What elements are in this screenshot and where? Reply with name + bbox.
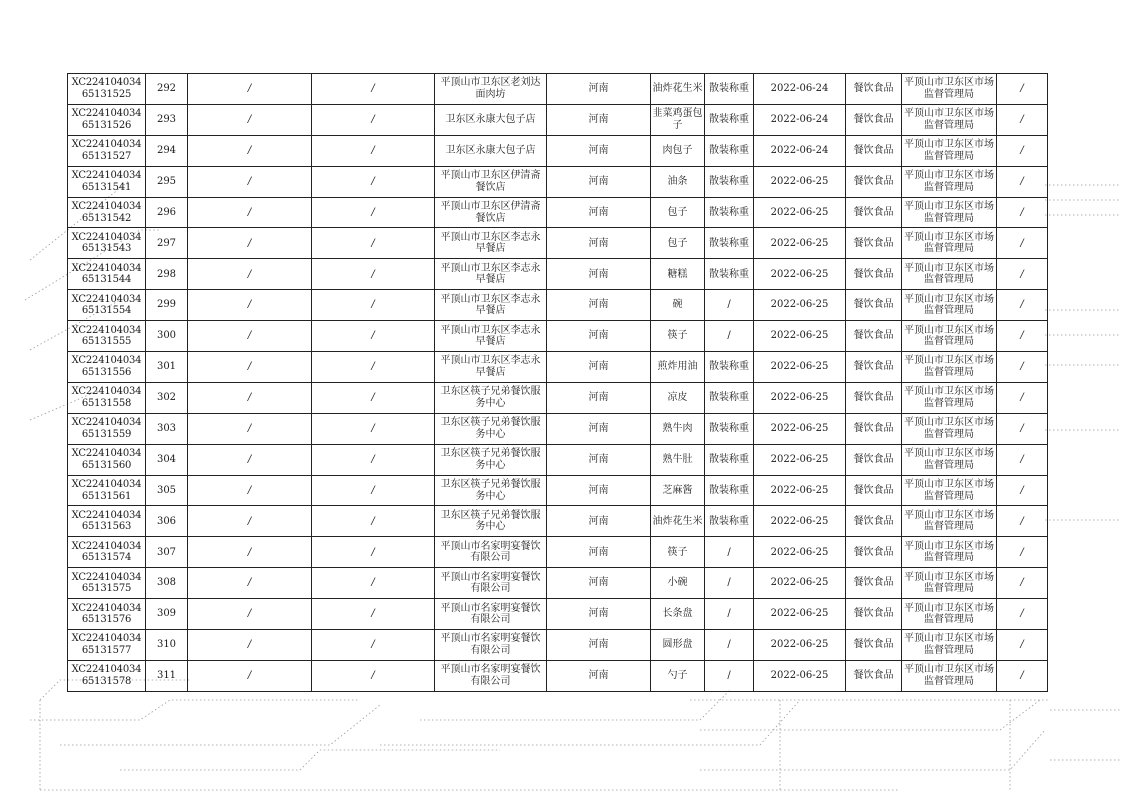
manufacturer-name-cell: / (188, 568, 312, 599)
table-row (68, 321, 1048, 352)
sampled-unit-cell: 卫东区筷子兄弟餐饮服务中心 (435, 444, 547, 475)
province-cell: 河南 (547, 413, 651, 444)
date-cell: 2022-06-25 (754, 475, 846, 506)
sampled-unit-cell: 卫东区筷子兄弟餐饮服务中心 (435, 382, 547, 413)
product-name-cell: 熟牛肉 (651, 413, 705, 444)
sampled-unit-cell: 平顶山市卫东区老刘达面肉坊 (435, 74, 547, 105)
manufacturer-name-cell: / (188, 630, 312, 661)
remark-cell: / (997, 321, 1048, 352)
date-cell: 2022-06-25 (754, 321, 846, 352)
manufacturer-address-cell: / (312, 506, 435, 537)
date-cell: 2022-06-25 (754, 568, 846, 599)
province-cell: 河南 (547, 290, 651, 321)
inspection-results-table (67, 73, 1048, 692)
sampled-unit-cell: 卫东区筷子兄弟餐饮服务中心 (435, 475, 547, 506)
sampled-unit-cell: 平顶山市卫东区李志永早餐店 (435, 228, 547, 259)
manufacturer-name-cell: / (188, 166, 312, 197)
sampled-unit-cell: 卫东区永康大包子店 (435, 104, 547, 135)
manufacturer-address-cell: / (312, 290, 435, 321)
sample-id-cell: XC22410403465131558 (68, 382, 146, 413)
manufacturer-address-cell: / (312, 413, 435, 444)
province-cell: 河南 (547, 74, 651, 105)
agency-cell: 平顶山市卫东区市场监督管理局 (902, 599, 997, 630)
sample-id-cell: XC22410403465131563 (68, 506, 146, 537)
sampled-unit-cell: 平顶山市名家明宴餐饮有限公司 (435, 568, 547, 599)
table-row (68, 197, 1048, 228)
remark-cell: / (997, 568, 1048, 599)
serial-number-cell: 292 (146, 74, 188, 105)
food-category-cell: 餐饮食品 (846, 599, 902, 630)
sampled-unit-cell: 平顶山市卫东区李志永早餐店 (435, 321, 547, 352)
sampled-unit-cell: 平顶山市卫东区李志永早餐店 (435, 290, 547, 321)
remark-cell: / (997, 475, 1048, 506)
manufacturer-address-cell: / (312, 568, 435, 599)
manufacturer-name-cell: / (188, 135, 312, 166)
manufacturer-address-cell: / (312, 197, 435, 228)
manufacturer-name-cell: / (188, 259, 312, 290)
table-row (68, 568, 1048, 599)
specification-cell: 散装称重 (705, 352, 754, 383)
date-cell: 2022-06-25 (754, 228, 846, 259)
food-category-cell: 餐饮食品 (846, 321, 902, 352)
manufacturer-name-cell: / (188, 506, 312, 537)
sampled-unit-cell: 平顶山市名家明宴餐饮有限公司 (435, 660, 547, 691)
province-cell: 河南 (547, 599, 651, 630)
remark-cell: / (997, 444, 1048, 475)
table-row (68, 228, 1048, 259)
sampled-unit-cell: 平顶山市名家明宴餐饮有限公司 (435, 599, 547, 630)
table-row (68, 352, 1048, 383)
date-cell: 2022-06-25 (754, 197, 846, 228)
serial-number-cell: 297 (146, 228, 188, 259)
food-category-cell: 餐饮食品 (846, 352, 902, 383)
sampled-unit-cell: 平顶山市卫东区伊清斋餐饮店 (435, 197, 547, 228)
food-category-cell: 餐饮食品 (846, 475, 902, 506)
manufacturer-address-cell: / (312, 135, 435, 166)
table-row (68, 74, 1048, 105)
date-cell: 2022-06-25 (754, 290, 846, 321)
table-row (68, 259, 1048, 290)
agency-cell: 平顶山市卫东区市场监督管理局 (902, 228, 997, 259)
sample-id-cell: XC22410403465131559 (68, 413, 146, 444)
product-name-cell: 油条 (651, 166, 705, 197)
specification-cell: / (705, 537, 754, 568)
manufacturer-name-cell: / (188, 290, 312, 321)
date-cell: 2022-06-25 (754, 630, 846, 661)
manufacturer-name-cell: / (188, 660, 312, 691)
food-category-cell: 餐饮食品 (846, 259, 902, 290)
product-name-cell: 圆形盘 (651, 630, 705, 661)
manufacturer-address-cell: / (312, 382, 435, 413)
agency-cell: 平顶山市卫东区市场监督管理局 (902, 568, 997, 599)
manufacturer-address-cell: / (312, 74, 435, 105)
sample-id-cell: XC22410403465131577 (68, 630, 146, 661)
agency-cell: 平顶山市卫东区市场监督管理局 (902, 475, 997, 506)
date-cell: 2022-06-25 (754, 166, 846, 197)
serial-number-cell: 311 (146, 660, 188, 691)
table-row (68, 506, 1048, 537)
sampled-unit-cell: 卫东区筷子兄弟餐饮服务中心 (435, 506, 547, 537)
manufacturer-address-cell: / (312, 228, 435, 259)
food-category-cell: 餐饮食品 (846, 568, 902, 599)
remark-cell: / (997, 135, 1048, 166)
food-category-cell: 餐饮食品 (846, 104, 902, 135)
manufacturer-name-cell: / (188, 228, 312, 259)
province-cell: 河南 (547, 352, 651, 383)
date-cell: 2022-06-25 (754, 413, 846, 444)
agency-cell: 平顶山市卫东区市场监督管理局 (902, 506, 997, 537)
remark-cell: / (997, 259, 1048, 290)
specification-cell: 散装称重 (705, 166, 754, 197)
sample-id-cell: XC22410403465131554 (68, 290, 146, 321)
serial-number-cell: 300 (146, 321, 188, 352)
food-category-cell: 餐饮食品 (846, 537, 902, 568)
province-cell: 河南 (547, 630, 651, 661)
serial-number-cell: 295 (146, 166, 188, 197)
manufacturer-name-cell: / (188, 413, 312, 444)
sampled-unit-cell: 平顶山市卫东区李志永早餐店 (435, 352, 547, 383)
manufacturer-address-cell: / (312, 444, 435, 475)
agency-cell: 平顶山市卫东区市场监督管理局 (902, 537, 997, 568)
specification-cell: / (705, 660, 754, 691)
agency-cell: 平顶山市卫东区市场监督管理局 (902, 259, 997, 290)
sampled-unit-cell: 平顶山市名家明宴餐饮有限公司 (435, 537, 547, 568)
sample-id-cell: XC22410403465131525 (68, 74, 146, 105)
table-row (68, 537, 1048, 568)
product-name-cell: 碗 (651, 290, 705, 321)
specification-cell: 散装称重 (705, 444, 754, 475)
food-category-cell: 餐饮食品 (846, 197, 902, 228)
food-category-cell: 餐饮食品 (846, 413, 902, 444)
manufacturer-name-cell: / (188, 352, 312, 383)
date-cell: 2022-06-25 (754, 352, 846, 383)
product-name-cell: 小碗 (651, 568, 705, 599)
specification-cell: 散装称重 (705, 74, 754, 105)
agency-cell: 平顶山市卫东区市场监督管理局 (902, 444, 997, 475)
table-row (68, 290, 1048, 321)
sample-id-cell: XC22410403465131527 (68, 135, 146, 166)
manufacturer-name-cell: / (188, 475, 312, 506)
manufacturer-address-cell: / (312, 321, 435, 352)
sampled-unit-cell: 平顶山市卫东区伊清斋餐饮店 (435, 166, 547, 197)
agency-cell: 平顶山市卫东区市场监督管理局 (902, 413, 997, 444)
specification-cell: 散装称重 (705, 413, 754, 444)
remark-cell: / (997, 352, 1048, 383)
manufacturer-address-cell: / (312, 660, 435, 691)
specification-cell: / (705, 630, 754, 661)
manufacturer-name-cell: / (188, 74, 312, 105)
food-category-cell: 餐饮食品 (846, 74, 902, 105)
product-name-cell: 糖糕 (651, 259, 705, 290)
date-cell: 2022-06-24 (754, 135, 846, 166)
serial-number-cell: 294 (146, 135, 188, 166)
product-name-cell: 熟牛肚 (651, 444, 705, 475)
product-name-cell: 肉包子 (651, 135, 705, 166)
manufacturer-name-cell: / (188, 537, 312, 568)
sample-id-cell: XC22410403465131576 (68, 599, 146, 630)
food-category-cell: 餐饮食品 (846, 506, 902, 537)
manufacturer-name-cell: / (188, 382, 312, 413)
date-cell: 2022-06-25 (754, 660, 846, 691)
remark-cell: / (997, 506, 1048, 537)
manufacturer-name-cell: / (188, 104, 312, 135)
province-cell: 河南 (547, 506, 651, 537)
specification-cell: 散装称重 (705, 382, 754, 413)
province-cell: 河南 (547, 475, 651, 506)
remark-cell: / (997, 290, 1048, 321)
manufacturer-name-cell: / (188, 599, 312, 630)
province-cell: 河南 (547, 568, 651, 599)
serial-number-cell: 310 (146, 630, 188, 661)
province-cell: 河南 (547, 228, 651, 259)
sample-id-cell: XC22410403465131578 (68, 660, 146, 691)
serial-number-cell: 309 (146, 599, 188, 630)
sampled-unit-cell: 平顶山市名家明宴餐饮有限公司 (435, 630, 547, 661)
product-name-cell: 油炸花生米 (651, 506, 705, 537)
serial-number-cell: 307 (146, 537, 188, 568)
province-cell: 河南 (547, 104, 651, 135)
agency-cell: 平顶山市卫东区市场监督管理局 (902, 630, 997, 661)
remark-cell: / (997, 197, 1048, 228)
specification-cell: 散装称重 (705, 104, 754, 135)
product-name-cell: 筷子 (651, 321, 705, 352)
table-row (68, 475, 1048, 506)
province-cell: 河南 (547, 197, 651, 228)
food-category-cell: 餐饮食品 (846, 630, 902, 661)
table-row (68, 104, 1048, 135)
date-cell: 2022-06-25 (754, 259, 846, 290)
product-name-cell: 勺子 (651, 660, 705, 691)
table-row (68, 599, 1048, 630)
date-cell: 2022-06-25 (754, 444, 846, 475)
agency-cell: 平顶山市卫东区市场监督管理局 (902, 74, 997, 105)
serial-number-cell: 299 (146, 290, 188, 321)
agency-cell: 平顶山市卫东区市场监督管理局 (902, 104, 997, 135)
manufacturer-name-cell: / (188, 321, 312, 352)
province-cell: 河南 (547, 382, 651, 413)
manufacturer-address-cell: / (312, 630, 435, 661)
date-cell: 2022-06-25 (754, 382, 846, 413)
product-name-cell: 包子 (651, 228, 705, 259)
province-cell: 河南 (547, 537, 651, 568)
manufacturer-name-cell: / (188, 444, 312, 475)
product-name-cell: 长条盘 (651, 599, 705, 630)
food-category-cell: 餐饮食品 (846, 290, 902, 321)
specification-cell: / (705, 290, 754, 321)
specification-cell: / (705, 599, 754, 630)
remark-cell: / (997, 382, 1048, 413)
sample-id-cell: XC22410403465131574 (68, 537, 146, 568)
table-body (68, 74, 1048, 692)
product-name-cell: 韭菜鸡蛋包子 (651, 104, 705, 135)
province-cell: 河南 (547, 321, 651, 352)
serial-number-cell: 304 (146, 444, 188, 475)
sample-id-cell: XC22410403465131544 (68, 259, 146, 290)
date-cell: 2022-06-25 (754, 599, 846, 630)
serial-number-cell: 302 (146, 382, 188, 413)
sample-id-cell: XC22410403465131555 (68, 321, 146, 352)
product-name-cell: 凉皮 (651, 382, 705, 413)
province-cell: 河南 (547, 444, 651, 475)
manufacturer-address-cell: / (312, 352, 435, 383)
food-category-cell: 餐饮食品 (846, 228, 902, 259)
sample-id-cell: XC22410403465131541 (68, 166, 146, 197)
serial-number-cell: 308 (146, 568, 188, 599)
sample-id-cell: XC22410403465131560 (68, 444, 146, 475)
food-category-cell: 餐饮食品 (846, 166, 902, 197)
sample-id-cell: XC22410403465131575 (68, 568, 146, 599)
specification-cell: 散装称重 (705, 135, 754, 166)
manufacturer-address-cell: / (312, 259, 435, 290)
sample-id-cell: XC22410403465131526 (68, 104, 146, 135)
table-row (68, 444, 1048, 475)
manufacturer-name-cell: / (188, 197, 312, 228)
remark-cell: / (997, 537, 1048, 568)
province-cell: 河南 (547, 135, 651, 166)
table-row (68, 630, 1048, 661)
sample-id-cell: XC22410403465131542 (68, 197, 146, 228)
specification-cell: 散装称重 (705, 228, 754, 259)
province-cell: 河南 (547, 660, 651, 691)
product-name-cell: 油炸花生米 (651, 74, 705, 105)
table-row (68, 166, 1048, 197)
agency-cell: 平顶山市卫东区市场监督管理局 (902, 197, 997, 228)
sampled-unit-cell: 卫东区筷子兄弟餐饮服务中心 (435, 413, 547, 444)
remark-cell: / (997, 228, 1048, 259)
table-row (68, 135, 1048, 166)
remark-cell: / (997, 660, 1048, 691)
specification-cell: 散装称重 (705, 197, 754, 228)
serial-number-cell: 298 (146, 259, 188, 290)
product-name-cell: 包子 (651, 197, 705, 228)
manufacturer-address-cell: / (312, 166, 435, 197)
remark-cell: / (997, 74, 1048, 105)
product-name-cell: 煎炸用油 (651, 352, 705, 383)
agency-cell: 平顶山市卫东区市场监督管理局 (902, 135, 997, 166)
specification-cell: / (705, 568, 754, 599)
sampled-unit-cell: 卫东区永康大包子店 (435, 135, 547, 166)
remark-cell: / (997, 599, 1048, 630)
remark-cell: / (997, 413, 1048, 444)
manufacturer-address-cell: / (312, 104, 435, 135)
sampled-unit-cell: 平顶山市卫东区李志永早餐店 (435, 259, 547, 290)
serial-number-cell: 293 (146, 104, 188, 135)
date-cell: 2022-06-25 (754, 506, 846, 537)
remark-cell: / (997, 104, 1048, 135)
date-cell: 2022-06-25 (754, 537, 846, 568)
agency-cell: 平顶山市卫东区市场监督管理局 (902, 382, 997, 413)
manufacturer-address-cell: / (312, 475, 435, 506)
specification-cell: 散装称重 (705, 506, 754, 537)
table-row (68, 382, 1048, 413)
agency-cell: 平顶山市卫东区市场监督管理局 (902, 290, 997, 321)
food-category-cell: 餐饮食品 (846, 135, 902, 166)
agency-cell: 平顶山市卫东区市场监督管理局 (902, 321, 997, 352)
manufacturer-address-cell: / (312, 599, 435, 630)
serial-number-cell: 306 (146, 506, 188, 537)
product-name-cell: 筷子 (651, 537, 705, 568)
province-cell: 河南 (547, 166, 651, 197)
serial-number-cell: 305 (146, 475, 188, 506)
serial-number-cell: 301 (146, 352, 188, 383)
remark-cell: / (997, 630, 1048, 661)
date-cell: 2022-06-24 (754, 74, 846, 105)
sample-id-cell: XC22410403465131543 (68, 228, 146, 259)
sample-id-cell: XC22410403465131556 (68, 352, 146, 383)
specification-cell: 散装称重 (705, 259, 754, 290)
specification-cell: / (705, 321, 754, 352)
remark-cell: / (997, 166, 1048, 197)
product-name-cell: 芝麻酱 (651, 475, 705, 506)
food-category-cell: 餐饮食品 (846, 444, 902, 475)
agency-cell: 平顶山市卫东区市场监督管理局 (902, 166, 997, 197)
manufacturer-address-cell: / (312, 537, 435, 568)
province-cell: 河南 (547, 259, 651, 290)
serial-number-cell: 303 (146, 413, 188, 444)
table-row (68, 413, 1048, 444)
agency-cell: 平顶山市卫东区市场监督管理局 (902, 352, 997, 383)
specification-cell: 散装称重 (705, 475, 754, 506)
table-row (68, 660, 1048, 691)
agency-cell: 平顶山市卫东区市场监督管理局 (902, 660, 997, 691)
food-category-cell: 餐饮食品 (846, 660, 902, 691)
sample-id-cell: XC22410403465131561 (68, 475, 146, 506)
date-cell: 2022-06-24 (754, 104, 846, 135)
food-category-cell: 餐饮食品 (846, 382, 902, 413)
serial-number-cell: 296 (146, 197, 188, 228)
